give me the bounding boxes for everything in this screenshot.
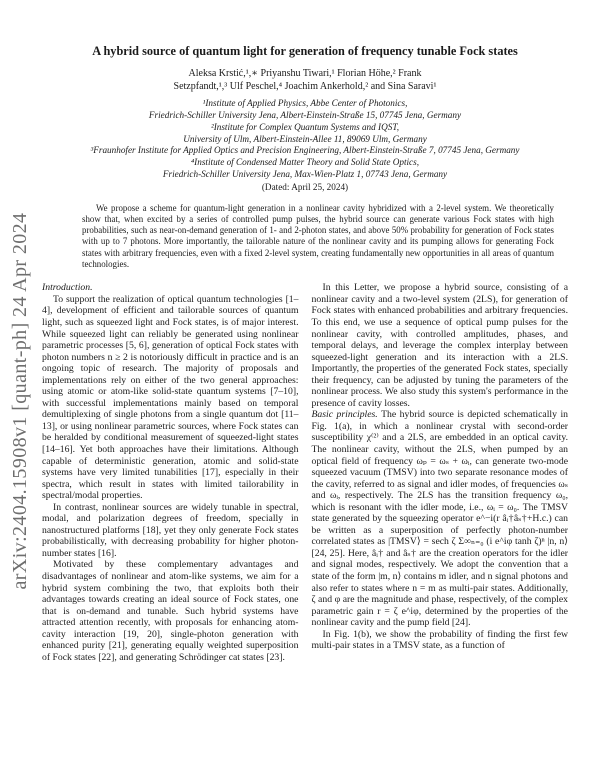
paper-content xyxy=(42,0,568,663)
author-line-2: Setzpfandt,¹,³ Ulf Peschel,⁴ Joachim Ankerhold,² and Sina Saravi¹ xyxy=(173,80,437,92)
section-heading-basic-principles: Basic principles. xyxy=(311,409,378,421)
author-line-1: Aleksa Krstić,¹,∗ Priyanshu Tiwari,¹ Florian Höhe,² Frank xyxy=(188,68,422,79)
paragraph: To support the realization of optical quantum technologies [1–4], development of efficient and tailorable sources of quantum light, such as squeezed light and Fock states, is of major interest. While squeezed light can reliably be generated using nonlinear parametric processes [5, 6], generation of optical Fock states with photon numbers n ≥ 2 is notoriously difficult in practice and is an ongoing topic of research. The majority of proposals and implementations rely on either of the two general approaches: using atomic or atom-like solid-state quantum systems [7–10], with successful implementations mainly based on temporal demultiplexing of single photons from a single quantum dot [11–13], or using nonlinear parametric sources, where Fock states can be heralded by conditional measurement of squeezed-light states [14–16]. Yet both approaches have their limitations. Although capable of deterministic generation, atomic and solid-state systems have very limited tunabilities [17], especially in their spectra, which result in states with limited tailorability in spectral/modal properties. xyxy=(42,293,299,502)
arxiv-stamp: arXiv:2404.15908v1 [quant-ph] 24 Apr 2024 xyxy=(9,212,31,590)
affiliation-line: ¹Institute of Applied Physics, Abbe Center of Photonics, xyxy=(202,98,408,109)
affiliation-line: ⁴Institute of Condensed Matter Theory and Solid State Optics, xyxy=(190,157,419,168)
paragraph: In contrast, nonlinear sources are widely tunable in spectral, modal, and polarization degrees of freedom, specially in nanostructured platforms [18], yet they only generate Fock states probabilistically, with decreasing probability for higher photon-number states [16]. xyxy=(42,501,299,559)
abstract-text: We propose a scheme for quantum-light generation in a nonlinear cavity hybridized with a 2-level system. We theoretically show that, when excited by a series of controlled pump pulses, the hybrid source can generate various Fock states with high probabilities, such as near-on-demand generation of 1- and 2-photon states, and above 50% probability for generation of Fock states with up to 7 photons. More importantly, the tailorable nature of the nonlinear cavity and its pumping allows for generating Fock states with arbitrary frequencies, even with a fixed 2-level system, creating fundamentally new opportunities in all areas of quantum technologies. xyxy=(82,202,554,270)
left-column xyxy=(42,282,299,663)
paragraph: In this Letter, we propose a hybrid source, consisting of a nonlinear cavity and a two-level system (2LS), for generation of Fock states with enhanced probabilities and arbitrary frequencies. To this end, we use a sequence of optical pump pulses for the nonlinear cavity, with controlled amplitudes, phases, and temporal delays, and leverage the complex interplay between squeezed-light generation and its interaction with a 2LS. Importantly, the properties of the generated Fock states, specially their frequency, can be adjusted by tuning the parameters of the nonlinear process. We also study this system's performance in the presence of cavity losses. xyxy=(311,282,568,409)
paper-title: A hybrid source of quantum light for generation of frequency tunable Fock states xyxy=(92,44,518,58)
affiliation-block xyxy=(42,98,568,193)
affiliation-line: ²Institute for Complex Quantum Systems and IQST, xyxy=(210,121,400,132)
affiliation-line: Friedrich-Schiller University Jena, Albert-Einstein-Straße 15, 07745 Jena, Germany xyxy=(148,109,462,120)
right-column xyxy=(312,282,569,663)
author-list xyxy=(42,68,568,93)
paragraph-text: The hybrid source is depicted schematically in Fig. 1(a), in which a nonlinear crystal with second-order susceptibility χ⁽²⁾ and a 2LS, are embedded in an optical cavity. The nonlinear cavity, without the 2LS, when pumped by an optical field of frequency ωₚ = ωₛ + ωᵢ, can generate two-mode squeezed vacuum (TMSV) into two separate resonance modes of the cavity, referred to as signal and idler modes, of frequencies ωₛ and ωᵢ, respectively. The 2LS has the transition frequency ω₀, which is resonant with the idler mode, i.e., ωᵢ = ω₀. The TMSV state generated by the squeezing operator e^−i(r âᵢ†âₛ†+H.c.) can be written as a superposition of perfectly photon-number correlated states as |TMSV⟩ = sech ζ Σ∞ₙ₌₀ (i e^iφ tanh ζ)ⁿ |n, n⟩ [24, 25]. Here, âᵢ† and âₛ† are the creation operators for the idler and signal modes, respectively. We adopt the convention that a state of the form |m, n⟩ contains m idler, and n signal photons and also refer to states where n = m as multi-pair states. Additionally, ζ and φ are the magnitude and phase, respectively, of the complex parametric gain r = ζ e^iφ, determined by the properties of the nonlinear cavity and the pump field [24]. xyxy=(311,409,568,629)
affiliation-line: Friedrich-Schiller University Jena, Max-Wien-Platz 1, 07743 Jena, Germany xyxy=(162,168,448,179)
affiliation-line: ³Fraunhofer Institute for Applied Optics and Precision Engineering, Albert-Einstein-Straße 7, 07745 Jena, Germany xyxy=(90,145,520,156)
section-heading-introduction: Introduction. xyxy=(42,282,93,294)
dated-line: (Dated: April 25, 2024) xyxy=(261,181,349,192)
two-column-body xyxy=(42,282,568,663)
abstract xyxy=(42,203,568,271)
paragraph: In Fig. 1(b), we show the probability of finding the first few multi-pair states in a TMSV state, as a function of xyxy=(311,628,568,652)
paragraph xyxy=(312,409,569,628)
paragraph: Motivated by these complementary advantages and disadvantages of nonlinear and atom-like systems, we aim for a hybrid system combining the two, that exploits both their advantages towards creating an ideal source of Fock states, one that is on-demand and tunable. Such hybrid systems have attracted attention recently, with proposals for enhancing atom-cavity interaction [19, 20], single-photon generation with enhanced purity [21], generating equally weighted superposition of Fock states [22], and generating Schrödinger cat states [23]. xyxy=(42,559,299,663)
affiliation-line: University of Ulm, Albert-Einstein-Allee 11, 89069 Ulm, Germany xyxy=(183,133,427,144)
